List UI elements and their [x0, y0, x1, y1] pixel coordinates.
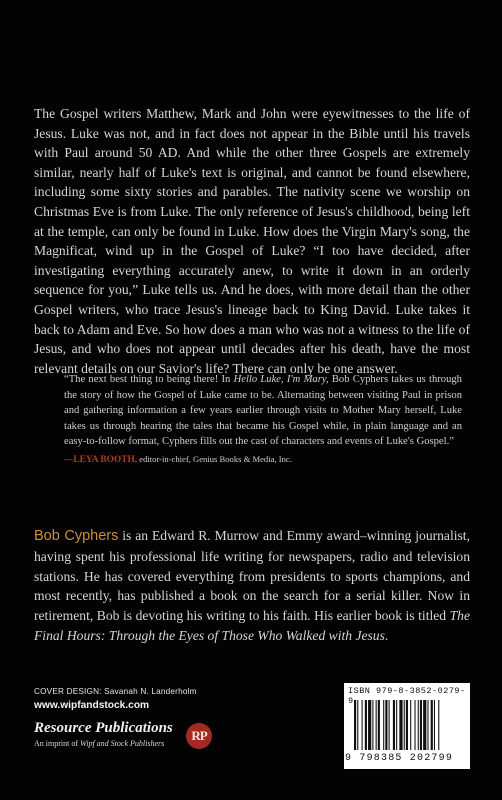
- barcode-bar: [410, 700, 411, 750]
- author-name: Bob Cyphers: [34, 528, 119, 544]
- imprint-prefix: An imprint of: [34, 739, 80, 748]
- endorsement-attribution: [64, 454, 462, 465]
- isbn-barcode: [344, 683, 470, 769]
- attribution-role: editor-in-chief, Genius Books & Media, Inc.: [137, 453, 292, 464]
- barcode-bar: [354, 700, 356, 750]
- barcode-bar: [396, 700, 397, 750]
- attribution-name: —LEYA BOOTH,: [64, 454, 138, 465]
- barcode-bar: [434, 700, 435, 750]
- barcode-bar: [393, 700, 395, 750]
- barcode-bars-icon: [354, 700, 462, 750]
- barcode-bar: [357, 700, 358, 750]
- barcode-bar: [406, 700, 408, 750]
- barcode-bar: [399, 700, 402, 750]
- barcode-bar: [385, 700, 387, 750]
- barcode-bar: [420, 700, 422, 750]
- author-bio: [34, 526, 470, 646]
- barcode-bar: [427, 700, 428, 750]
- barcode-bar: [383, 700, 384, 750]
- publisher-url: www.wipfandstock.com: [34, 700, 150, 711]
- blurb-text: The Gospel writers Matthew, Mark and John were eyewitnesses to the life of Jesus. Luke was not, and in fact does not appear in the Bible until his travels with Paul around 50 AD. And while the other three Gospels are extremely similar, nearly half of Luke's text is original, and cannot be found elsewhere, including some sixty stories and parables. The nativity scene we worship on Christmas Eve is from Luke. The only reference of Jesus's childhood, being left at the temple, can only be found in Luke. How does the Virgin Mary's song, the Magnificat, wind up in the Gospel of Luke? “I too have decided, after investigating everything accurately anew, to write it down in an orderly sequence for you,” Luke tells us. And he does, with more detail than the other Gospel writers, who trace Jesus's lineage back to King David. Luke takes it back to Adam and Eve. So how does a man who was not a witness to the life of Jesus, and who does not appear until decades after his death, have the most relevant details on our Savior's life? There can only be one answer.: [34, 106, 470, 376]
- barcode-bar: [438, 700, 439, 750]
- earlier-book-title: The Final Hours: Through the Eyes of Those Who Walked with Jesus: [34, 608, 470, 643]
- cover-design-credit: COVER DESIGN: Savanah N. Landerholm: [34, 687, 197, 696]
- endorsement: [64, 372, 462, 465]
- barcode-bar: [431, 700, 433, 750]
- barcode-bar: [365, 700, 367, 750]
- publisher-logo-icon: RP: [186, 723, 212, 749]
- barcode-bar: [389, 700, 390, 750]
- bio-text-2: .: [384, 627, 389, 643]
- ean-number: 9 798385 202799: [345, 753, 454, 764]
- quote-part-2: Bob Cyphers takes us through the story of how the Gospel of Luke came to be. Alternating between visiting Paul in prison and gathering information a few years earlier through visits to Mother Mary herself, Luke takes us through hearing the tales that became his Gospel while, in plain language and an easy-to-follow format, Cyphers fills out the cast of characters and events of Luke's Gospel.”: [64, 374, 462, 448]
- barcode-bar: [372, 700, 373, 750]
- bio-text-1: is an Edward R. Murrow and Emmy award–winning journalist, having spent his professional life writing for newspapers, radio and television stations. He has covered everything from presidents to sports champions, and most recently, has published a book on the search for a serial killer. Now in retirement, Bob is devoting his writing to his faith. His earlier book is titled: [34, 528, 470, 624]
- quote-part-1: “The next best thing to being there! In: [64, 374, 234, 385]
- barcode-bar: [404, 700, 405, 750]
- imprint-line: [34, 739, 164, 748]
- imprint-name: Wipf and Stock Publishers: [80, 739, 165, 748]
- barcode-bar: [362, 700, 363, 750]
- barcode-bar: [423, 700, 426, 750]
- barcode-bar: [378, 700, 380, 750]
- publisher-name: Resource Publications: [34, 720, 173, 736]
- quote-book-title: Hello Luke, I'm Mary,: [233, 374, 329, 385]
- isbn-label: ISBN 979-8-3852-0279-9: [348, 686, 466, 706]
- endorsement-quote: [64, 372, 462, 450]
- barcode-bar: [376, 700, 377, 750]
- barcode-bar: [414, 700, 415, 750]
- barcode-bar: [368, 700, 371, 750]
- barcode-bar: [418, 700, 419, 750]
